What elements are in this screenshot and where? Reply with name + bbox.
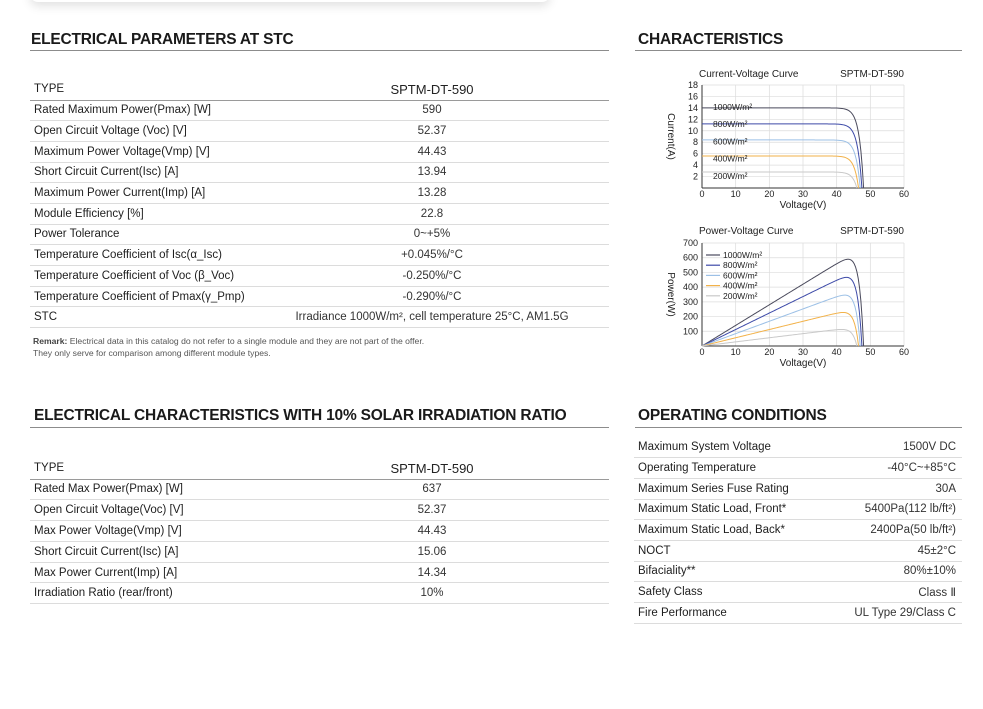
x-tick-label: 20 (764, 347, 775, 357)
stc-row-label: Open Circuit Voltage (Voc) [V] (30, 121, 255, 142)
stc-row-label: Maximum Power Current(Imp) [A] (30, 183, 255, 204)
x-tick-label: 30 (797, 189, 809, 199)
chart-subtitle: SPTM-DT-590 (840, 226, 904, 237)
operating-row-label: Maximum Series Fuse Rating (634, 478, 824, 499)
y-tick-label: 2 (692, 171, 698, 182)
x-tick-label: 0 (699, 347, 705, 357)
stc-header-row (30, 79, 609, 100)
y-tick-label: 18 (687, 80, 698, 90)
stc-row-label: Maximum Power Voltage(Vmp) [V] (30, 141, 255, 162)
irr-table-row (30, 583, 609, 604)
irr-row-value: 14.34 (255, 562, 609, 583)
operating-row-label: Operating Temperature (634, 458, 824, 479)
irr-row-label: Max Power Current(Imp) [A] (30, 562, 255, 583)
irr-row-label: Max Power Voltage(Vmp) [V] (30, 521, 255, 542)
y-tick-label: 6 (692, 148, 698, 159)
stc-row-value: +0.045%/°C (255, 245, 609, 266)
y-tick-label: 14 (687, 102, 698, 113)
operating-table-row (634, 437, 962, 458)
y-tick-label: 16 (687, 91, 698, 102)
stc-table-row (30, 121, 609, 142)
legend-label: 600W/m² (713, 136, 748, 147)
irr-row-label: Short Circuit Current(Isc) [A] (30, 541, 255, 562)
y-tick-label: 4 (692, 160, 698, 171)
stc-table-row (30, 245, 609, 266)
operating-row-label: Fire Performance (634, 603, 824, 624)
x-tick-label: 10 (730, 189, 741, 199)
operating-table-row (634, 520, 962, 541)
stc-row-value: 590 (255, 100, 609, 121)
stc-row-value: 13.94 (255, 162, 609, 183)
y-axis-label: Current(A) (665, 113, 676, 160)
irr-table-row (30, 479, 609, 500)
operating-row-value: 80%±10% (824, 561, 962, 582)
x-tick-label: 60 (898, 347, 910, 357)
stc-row-value: 44.43 (255, 141, 609, 162)
stc-type-label: TYPE (30, 79, 255, 100)
operating-table (634, 437, 962, 624)
stc-table-row (30, 100, 609, 121)
operating-row-label: Maximum Static Load, Front* (634, 499, 824, 520)
stc-remark (33, 335, 593, 359)
operating-table-row (634, 478, 962, 499)
operating-title-rule (635, 427, 962, 428)
x-tick-label: 0 (699, 189, 705, 199)
irr-row-label: Rated Max Power(Pmax) [W] (30, 479, 255, 500)
stc-type-value: SPTM-DT-590 (255, 79, 609, 100)
x-tick-label: 50 (865, 347, 876, 357)
operating-table-row (634, 458, 962, 479)
operating-section-title: OPERATING CONDITIONS (638, 407, 827, 424)
chart-subtitle: SPTM-DT-590 (840, 69, 904, 80)
stc-table-row (30, 307, 609, 328)
irr-header-row (30, 458, 609, 479)
irr-table-body (30, 458, 609, 604)
legend-label: 200W/m² (713, 170, 748, 181)
x-tick-label: 40 (831, 189, 842, 199)
stc-table-row (30, 141, 609, 162)
chart-title: Power-Voltage Curve (699, 226, 794, 237)
irr-row-value: 15.06 (255, 541, 609, 562)
stc-table-row (30, 266, 609, 287)
stc-row-label: STC (30, 307, 255, 328)
operating-row-value: 1500V DC (824, 437, 962, 458)
stc-row-value: 22.8 (255, 203, 609, 224)
y-tick-label: 600 (682, 252, 698, 263)
chart-title: Current-Voltage Curve (699, 69, 799, 80)
legend-label: 400W/m² (723, 280, 758, 291)
y-axis-label: Power(W) (665, 272, 676, 317)
operating-row-label: Safety Class (634, 582, 824, 603)
iv-curve-chart (660, 64, 930, 220)
legend-label: 1000W/m² (713, 102, 753, 112)
stc-table (30, 79, 609, 328)
x-axis-label: Voltage(V) (779, 200, 827, 211)
stc-table-row (30, 224, 609, 245)
irr-row-label: Open Circuit Voltage(Voc) [V] (30, 500, 255, 521)
y-tick-label: 500 (682, 267, 698, 278)
irr-section-title: ELECTRICAL CHARACTERISTICS WITH 10% SOLAR IRRADIATION RATIO (34, 407, 567, 424)
stc-row-label: Short Circuit Current(Isc) [A] (30, 162, 255, 183)
stc-row-value: 0~+5% (255, 224, 609, 245)
stc-row-label: Rated Maximum Power(Pmax) [W] (30, 100, 255, 121)
stc-row-value: 52.37 (255, 121, 609, 142)
x-tick-label: 40 (831, 347, 842, 357)
stc-table-row (30, 203, 609, 224)
legend-label: 400W/m² (713, 153, 748, 164)
top-card-shadow (30, 0, 550, 2)
operating-table-row (634, 603, 962, 624)
operating-row-value: -40°C~+85°C (824, 458, 962, 479)
operating-row-label: Bifaciality** (634, 561, 824, 582)
stc-table-row (30, 183, 609, 204)
irr-row-value: 10% (255, 583, 609, 604)
legend-label: 1000W/m² (723, 250, 763, 260)
stc-row-value: -0.290%/°C (255, 286, 609, 307)
legend-label: 800W/m² (713, 119, 748, 130)
operating-row-value: 5400Pa(112 lb/ft²) (824, 499, 962, 520)
x-tick-label: 20 (764, 189, 775, 199)
stc-row-label: Module Efficiency [%] (30, 203, 255, 224)
irr-table (30, 458, 609, 604)
operating-table-row (634, 582, 962, 603)
legend-label: 600W/m² (723, 270, 758, 281)
stc-row-value: 13.28 (255, 183, 609, 204)
stc-title-rule (30, 50, 609, 51)
operating-row-value: 30A (824, 478, 962, 499)
y-tick-label: 100 (682, 326, 698, 337)
remark-line1: Electrical data in this catalog do not refer to a single module and they are not part of the offer. (67, 336, 425, 346)
y-tick-label: 200 (682, 311, 698, 322)
irr-table-row (30, 521, 609, 542)
operating-table-row (634, 499, 962, 520)
y-tick-label: 400 (682, 282, 698, 293)
operating-row-value: UL Type 29/Class C (824, 603, 962, 624)
characteristics-title-rule (635, 50, 962, 51)
x-tick-label: 10 (730, 347, 741, 357)
irr-row-label: Irradiation Ratio (rear/front) (30, 583, 255, 604)
stc-table-row (30, 162, 609, 183)
operating-row-label: Maximum Static Load, Back* (634, 520, 824, 541)
stc-row-value: Irradiance 1000W/m², cell temperature 25°C, AM1.5G (255, 307, 609, 328)
stc-table-body (30, 79, 609, 328)
operating-row-label: NOCT (634, 540, 824, 561)
irr-table-row (30, 541, 609, 562)
pv-curve-chart (660, 222, 930, 374)
stc-row-label: Temperature Coefficient of Voc (β_Voc) (30, 266, 255, 287)
operating-row-label: Maximum System Voltage (634, 437, 824, 458)
irr-table-row (30, 562, 609, 583)
irr-title-rule (30, 427, 609, 428)
y-tick-label: 300 (682, 296, 698, 307)
irr-table-row (30, 500, 609, 521)
stc-row-label: Temperature Coefficient of Isc(α_Isc) (30, 245, 255, 266)
remark-label: Remark: (33, 336, 68, 346)
irr-row-value: 637 (255, 479, 609, 500)
x-axis-label: Voltage(V) (779, 358, 827, 369)
irr-row-value: 44.43 (255, 521, 609, 542)
y-tick-label: 8 (692, 137, 698, 148)
operating-row-value: 2400Pa(50 lb/ft²) (824, 520, 962, 541)
irr-type-label: TYPE (30, 458, 255, 479)
stc-row-value: -0.250%/°C (255, 266, 609, 287)
irr-type-value: SPTM-DT-590 (255, 458, 609, 479)
x-tick-label: 50 (865, 189, 876, 199)
operating-row-value: Class Ⅱ (824, 582, 962, 603)
irr-row-value: 52.37 (255, 500, 609, 521)
characteristics-section-title: CHARACTERISTICS (638, 31, 784, 48)
y-tick-label: 700 (682, 238, 698, 248)
operating-row-value: 45±2°C (824, 540, 962, 561)
stc-row-label: Temperature Coefficient of Pmax(γ_Pmp) (30, 286, 255, 307)
legend-label: 200W/m² (723, 290, 758, 301)
x-tick-label: 60 (898, 189, 910, 199)
y-tick-label: 12 (687, 114, 698, 125)
stc-table-row (30, 286, 609, 307)
stc-section-title: ELECTRICAL PARAMETERS AT STC (31, 31, 294, 48)
operating-table-body (634, 437, 962, 623)
operating-table-row (634, 561, 962, 582)
remark-line2: They only serve for comparison among different module types. (33, 348, 271, 358)
operating-table-row (634, 540, 962, 561)
y-tick-label: 10 (687, 125, 698, 136)
stc-row-label: Power Tolerance (30, 224, 255, 245)
x-tick-label: 30 (797, 347, 809, 357)
legend-label: 800W/m² (723, 260, 758, 271)
